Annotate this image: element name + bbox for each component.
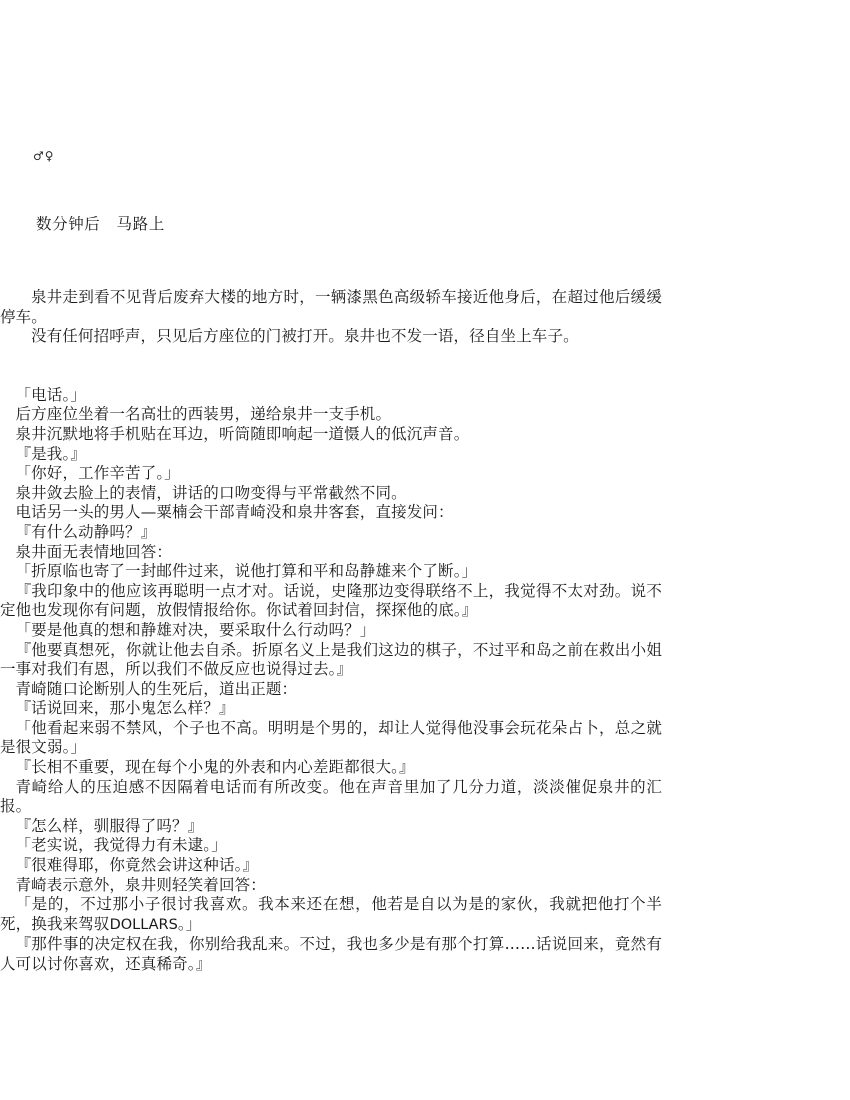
paragraph: 『怎么样，驯服得了吗？』 — [15, 816, 204, 835]
paragraph: 『是我。』 — [15, 444, 87, 463]
paragraph: 「电话。」 — [15, 385, 87, 404]
paragraph: 泉井走到看不见背后废弃大楼的地方时，一辆漆黑色高级轿车接近他身后，在超过他后缓缓停车。 — [0, 288, 662, 326]
scene-heading: 数分钟后 马路上 — [36, 215, 165, 233]
paragraph: 后方座位坐着一名高壮的西装男，递给泉井一支手机。 — [15, 405, 392, 424]
paragraph-spacer — [0, 347, 662, 386]
paragraph: 『有什么动静吗？』 — [15, 522, 157, 541]
paragraph: 「是的，不过那小子很讨我喜欢。我本来还在想，他若是自以为是的家伙，我就把他打个半死，换我来驾驭DOLLARS。」 — [0, 895, 662, 933]
paragraph: 『话说回来，那小鬼怎么样？』 — [15, 699, 235, 718]
paragraph: 电话另一头的男人—粟楠会干部青崎没和泉井客套，直接发问： — [15, 503, 454, 522]
paragraph: 「要是他真的想和静雄对决，要采取什么行动吗？」 — [15, 620, 376, 639]
paragraph: 泉井敛去脸上的表情，讲话的口吻变得与平常截然不同。 — [15, 483, 407, 502]
body-text — [0, 288, 662, 975]
paragraph: 「老实说，我觉得力有未逮。」 — [15, 836, 227, 855]
paragraph: 「你好，工作辛苦了。」 — [15, 464, 180, 483]
paragraph: 『那件事的决定权在我，你别给我乱来。不过，我也多少是有那个打算……话说回来，竟然有人可以讨你喜欢，还真稀奇。』 — [0, 935, 662, 973]
paragraph: 『长相不重要，现在每个小鬼的外表和内心差距都很大。』 — [15, 758, 415, 777]
paragraph: 「他看起来弱不禁风，个子也不高。明明是个男的，却让人觉得他没事会玩花朵占卜，总之就是很文弱。」 — [0, 718, 662, 757]
latin-run: DOLLARS — [109, 916, 178, 933]
paragraph: 青崎随口论断别人的生死后，道出正题： — [15, 679, 298, 698]
paragraph: 『很难得耶，你竟然会讲这种话。』 — [15, 856, 259, 875]
paragraph: 青崎给人的压迫感不因隔着电话而有所改变。他在声音里加了几分力道，淡淡催促泉井的汇报。 — [0, 777, 662, 816]
paragraph: 『我印象中的他应该再聪明一点才对。话说，史隆那边变得联络不上，我觉得不太对劲。说不定他也发现你有问题，放假情报给你。你试着回封信，探探他的底。』 — [0, 581, 662, 620]
gender-symbols: ♂♀ — [33, 149, 55, 163]
paragraph: 泉井沉默地将手机贴在耳边，听筒随即响起一道慑人的低沉声音。 — [15, 424, 470, 443]
paragraph: 「折原临也寄了一封邮件过来，说他打算和平和岛静雄来个了断。」 — [15, 562, 478, 581]
paragraph: 泉井面无表情地回答： — [15, 542, 173, 561]
paragraph: 没有任何招呼声，只见后方座位的门被打开。泉井也不发一语，径自坐上车子。 — [31, 327, 579, 346]
paragraph: 『他要真想死，你就让他去自杀。折原名义上是我们这边的棋子，不过平和岛之前在救出小姐一事对我们有恩，所以我们不做反应也说得过去。』 — [0, 640, 662, 679]
paragraph: 青崎表示意外，泉井则轻笑着回答： — [15, 875, 266, 894]
